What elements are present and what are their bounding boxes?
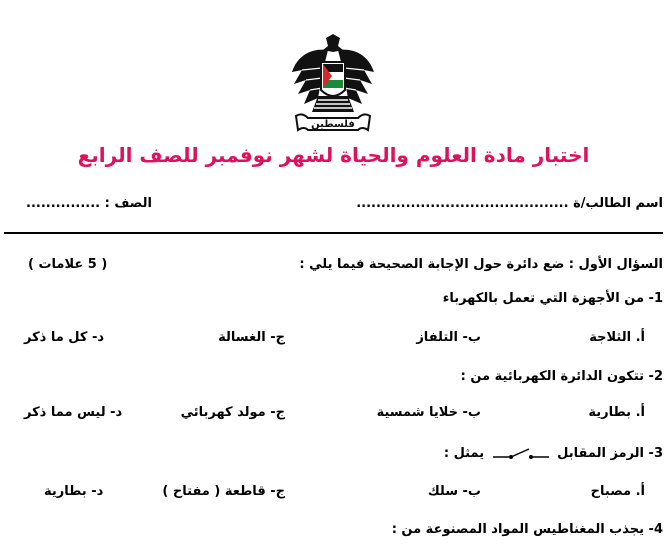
question1-item4 — [392, 522, 663, 537]
student-name-field[interactable]: اسم الطالب/ة ........................................... — [356, 196, 663, 211]
option-a[interactable]: أ. الثلاجة — [589, 330, 645, 345]
item-text: يجذب المغناطيس المواد المصنوعة من : — [391, 522, 645, 537]
item-text: من الأجهزة التي تعمل بالكهرباء — [442, 291, 645, 306]
option-c[interactable]: ج- مولد كهربائي — [180, 405, 285, 420]
question1-marks: ( 5 علامات ) — [28, 257, 108, 272]
item-number: 4- — [648, 522, 663, 537]
item-text-before: الرمز المقابل — [557, 446, 645, 461]
emblem-label: فلسطين — [311, 119, 355, 130]
palestine-eagle-emblem-icon — [288, 32, 378, 136]
item-number: 2- — [648, 369, 663, 384]
question1-item3 — [444, 446, 663, 461]
option-a[interactable]: أ. مصباح — [590, 484, 645, 499]
item-number: 1- — [648, 291, 663, 306]
item-text: تتكون الدائرة الكهربائية من : — [460, 369, 645, 384]
option-d[interactable]: د- ليس مما ذكر — [24, 405, 123, 420]
option-b[interactable]: ب- التلفاز — [416, 330, 481, 345]
question1-item1 — [443, 291, 663, 306]
item-number: 3- — [648, 446, 663, 461]
option-a[interactable]: أ. بطارية — [588, 405, 645, 420]
exam-title: اختبار مادة العلوم والحياة لشهر نوفمبر للصف الرابع — [77, 143, 590, 167]
option-c[interactable]: ج- قاطعة ( مفتاح ) — [162, 484, 285, 499]
question1-item2 — [461, 369, 663, 384]
question1-heading: السؤال الأول : ضع دائرة حول الإجابة الصحيحة فيما يلي : — [299, 257, 663, 272]
option-d[interactable]: د- كل ما ذكر — [24, 330, 105, 345]
option-b[interactable]: ب- خلايا شمسية — [376, 405, 481, 420]
divider — [4, 232, 663, 234]
class-field[interactable]: الصف : ............... — [26, 196, 152, 211]
switch-symbol-icon — [493, 447, 549, 461]
option-d[interactable]: د- بطارية — [44, 484, 104, 499]
option-b[interactable]: ب- سلك — [427, 484, 481, 499]
item-text-after: يمثل : — [443, 446, 485, 461]
option-c[interactable]: ج- الغسالة — [218, 330, 285, 345]
